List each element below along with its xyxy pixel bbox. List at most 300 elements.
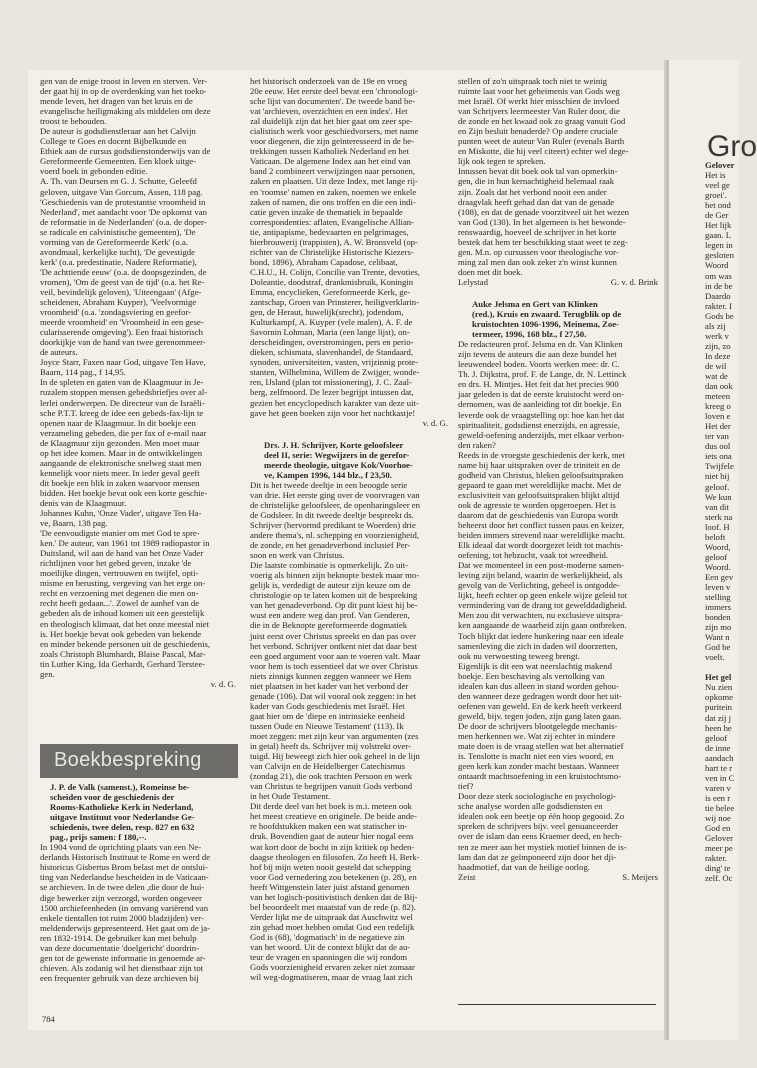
text-line: 'De eenvoudigste manier om met God te spre- [40,528,200,539]
text-line: den raken? [458,439,496,450]
next-page-text [705,160,745,883]
text-line: andere thema's, nl. schepping en voorzienigheid, [250,530,419,541]
next-page-line: loof. H [705,521,730,532]
text-line: geloven, uitgave Van Gorcum, Assen, 118 pag. [40,186,203,197]
text-line: de zonde en het kwaad ook zo graag vanuit God [458,116,626,127]
text-line: wil weg-dogmatiseren, maar de vraag laat zich [250,972,413,983]
text-line: aangaande de elektronische snelweg staat men [40,457,202,468]
review-heading [250,440,448,480]
text-line: gen, die in hun kernachtigheid helemaal raak [458,176,615,187]
text-line: leverde ook de vraagstelling op: hoe kan het dat [458,409,625,420]
text-line: Dit derde deel van het boek is m.i. meteen ook [250,801,412,812]
text-line: renswaardig, hoeveel de schrijver in het korte [458,226,617,237]
text-line: historicus Gisbertus Brom belast met de ontslui- [40,862,208,873]
text-line: van Calvijn en de Heidelberger Catechismus [250,761,405,772]
text-line: de reformatie in de Nederlanden' (o.a. de doper- [40,216,207,227]
text-line: bel beoordeelt met maatstaf van de rede (p. 82). [250,901,416,912]
text-line: gen, de Heraut, huwelijk(srecht), jodendom, [250,307,404,318]
next-page-line: in de be [705,280,733,291]
text-line: avondmaal, kerkelijke tucht), 'De gevestigde [40,246,195,257]
text-line: derscheidingen, overstromingen, pers en perio- [250,337,414,348]
text-line: In 1904 vond de oprichting plaats van een Ne- [40,842,202,853]
text-line: jaar geleden is dat de eerste kruistocht werd on- [458,389,624,400]
next-page-line: Want n [705,632,730,643]
text-line: dernomen, was de aanleiding tot dit boekje. En [458,399,622,410]
text-line: verzameling gebeden, die per fax of e-mail naar [40,427,207,438]
text-line: pag., prijs samen: f 180,--. [50,832,147,843]
text-line: in getal) heeft ds. Schrijver mij volstrekt over- [250,741,411,752]
next-page-line: Het lijk [705,220,732,231]
text-line: en minder bekende personen uit de geschiedenis, [40,638,211,649]
section-banner-label: Boekbespreking [54,749,202,771]
text-line: vroomheid' (o.a. 'zondagsviering en geefor- [40,307,192,318]
text-line: scheidenen, Abraham Kuyper), 'Veelvormige [40,297,197,308]
text-line: haadmotief, dat van de heilige oorlog. [458,861,590,872]
text-line: Ethiek aan de cursus godsdienstonderwijs van de [40,146,211,157]
text-line: ting van Nederlandse bescheiden in de Vaticaan- [40,872,209,883]
text-line: met Israël. Of werkt hier misschien de invloed [458,96,620,107]
next-page-line: hart te r [705,762,733,773]
text-line: van het logisch-positivistisch denken dat de Bij- [250,891,418,902]
next-page-line: ven in C [705,772,735,783]
next-page-line: Nu zien [705,682,733,693]
text-line: soon en werk van Christus. [250,550,345,561]
next-page-edge [668,60,757,1040]
text-line: kennelijk voor niets meer. In ieder geval geeft [40,467,200,478]
text-line: idealen ook een beetje op één hoop gegooid. Zo [458,811,625,822]
text-line: de Klaagmuur zijn gezonden. Men moet maar [40,437,200,448]
text-line: C.H.U., H. Colijn, Concilie van Trente, devoties, [250,266,420,277]
next-page-line: We kun [705,491,732,502]
text-line: tin Luther King, Ida Gerhardt, Gerhard Terstee- [40,658,206,669]
text-line: lijkt, heeft echter op geen enkele wijze geleid tot [458,590,628,601]
text-line: voerig als binnen zijn beknopte bestek maar mo- [250,570,420,581]
signature: v. d. G. [422,417,448,428]
text-line: Dit is het tweede deeltje in een beoogde serie [250,479,408,490]
next-page-line: opkome [705,692,733,703]
column-1-text [40,76,236,679]
text-line: men herkennen we. Wat zij echter in mindere [458,731,616,741]
text-line: bierbrouwerij (trappisten), A. W. Bronsveld (op- [250,236,418,247]
text-line: punten weet de auteur Van Ruler (evenals Barth [458,136,625,147]
next-page-line: rakter. [705,853,727,864]
text-line: en Miskotte, die hij veel citeert) echter wel dege- [458,146,629,157]
text-line: vromen), 'Om de geest van de tijd' (o.a. het Re- [40,276,205,287]
text-line: vat 'archieven, overzichten en een index'. Het [250,106,408,117]
text-line: die in de Beknopte gereformeerde dogmatiek [250,620,408,631]
text-line: ook de agressie te worden opgeroepen. Het is [458,499,616,510]
text-line: der gaat hij in op de overdenking van het toeko- [40,86,207,97]
text-line: stellen of zo'n uitspraak toch niet te weinig [458,76,607,86]
text-line: ten ze meer aan het mystiek motief binnen de is- [458,841,627,852]
text-line: Doleantie, doodstraf, drankmisbruik, Koningin [250,276,414,287]
text-line: sche analyse worden alle godsdiensten en [458,801,603,812]
next-page-line: ding' te [705,863,731,874]
column-end-rule [458,1004,656,1005]
text-line: Reeds in de vroegste geschiedenis der kerk, met [458,449,625,460]
text-line: leving zijn beland, waarin de werkelijkheid, als [458,570,623,581]
text-line: bestek dat hem ter beschikking staat weet te zeg- [458,236,628,247]
text-line: ken aangaande de waarheid zijn gaan ontbreken. [458,620,627,631]
text-line: gezien het encyclopedisch karakter van deze uit- [250,397,419,408]
text-line: correspondenties: aflaten, Evangelische Allian- [250,216,415,227]
text-line: Gods voorzienigheid ervaren zeker niet zomaar [250,962,415,973]
text-line: ve, Kampen 1996, 144 blz., f 23,50. [264,469,392,480]
next-page-line: zijn mo [705,622,732,633]
text-line: gaat hier om de 'diepe en intrinsieke eenheid [250,710,405,721]
signature-line [458,277,658,287]
text-line: heeft Wittgenstein later juist afstand genomen [250,881,410,892]
next-page-line: sterk na [705,511,733,522]
next-page-line: Het der [705,421,731,432]
text-line: en drs. H. Mintjes. Het feit dat het precies 900 [458,379,619,390]
text-line: op het idee komen. Maar in de ontwikkelingen [40,447,203,458]
text-line: schiedenis, twee delen, resp. 827 en 632 [50,822,195,833]
text-line: Door deze sterk sociologische en psychologi- [458,791,617,802]
next-page-line: Woord [705,260,729,271]
next-page-line: de Ger [705,210,729,221]
review-de-valk [40,782,236,992]
signature: S. Meijers [622,871,658,882]
text-line: sche lijst van documenten'. De tweede band be- [250,96,416,107]
next-page-line: dat zij j [705,712,732,723]
next-page-line: stelling [705,592,731,603]
text-line: Vaticaan. De algemene Index aan het eind van [250,156,411,167]
text-line: stanten, Wilhelmina, Willem de Zwijger, wonde- [250,367,420,378]
text-line: voor hem is toch essentieel dat we over Christus [250,660,418,671]
text-line: gevolg van de Verlichting, geheel is ontgodde- [458,580,620,591]
text-line: tie, antipapisme, bedevaarten en pelgrimages, [250,226,409,237]
text-line: genade (106). Dat wil vooral ook zeggen: in het [250,690,417,701]
text-line: Auke Jelsma en Gert van Klinken [472,298,598,309]
text-line: vorming van de Gereformeerde Kerk' (o.a. [40,236,188,247]
section-banner [40,744,238,778]
next-page-line: meteen [705,391,731,402]
text-line: ken.' De auteur, van 1961 tot 1989 radiopastor in [40,538,210,549]
text-line: kader van Gods geschiedenis met Israël. Het [250,700,405,711]
text-line: ve, Baarn, 138 pag. [40,518,108,529]
text-line: ming zal men dan ook zeker z'n winst kunnen [458,256,617,267]
text-line: berg, zelfmoord. De lezer begrijpt intussen dat, [250,387,414,398]
next-page-line: het ond [705,200,731,211]
next-page-line: zijn, zo [705,340,731,351]
text-line: evangelische heiligmaking als middelen om deze [40,106,211,117]
text-line: Savornin Lohman, Maria (een lange lijst), on- [250,327,410,338]
next-page-line: Woord, [705,541,731,552]
text-line: denis van de Klaagmuur. [40,497,127,508]
text-line: over de islam dan eens Kraemer deed, en hech- [458,831,623,842]
text-line: 20e eeuw. Het eerste deel bevat een 'chronologi- [250,86,418,97]
text-line: wust een andere weg dan prof. Van Genderen, [250,610,410,621]
text-line: de zonde, en het genadeverbond inclusief Per- [250,540,411,551]
text-line: samenleving die zich in daden wil doorzetten, [458,640,618,651]
text-line: geen kerk kan zonder macht bestaan. Wanneer [458,761,619,772]
text-line: veil, bevindelijk geloven), 'Uiteengaan' (Afge- [40,286,202,297]
text-line: Johannes Kuhn, 'Onze Vader', uitgave Ten Ha- [40,508,202,519]
text-line: enkele tientallen tot ruim 2000 bladzijden) ver- [40,912,204,923]
text-line: De door de schrijvers blootgelegde mechanis- [458,720,618,731]
text-line: gen. M.n. op cursussen voor theologische vor- [458,246,619,257]
next-page-line: Woord. [705,561,731,572]
text-line: is. Het boekje bevat ook gebeden van bekende [40,628,202,639]
text-line: ontaardt machtsoefening in een kruistochtsmo- [458,771,622,782]
text-line: cialistisch werk voor geschiedvorsers, met name [250,126,419,137]
text-line: van het genadeverbond. Op dit punt kiest hij be- [250,600,418,611]
text-line: meldenderwijs gepresenteerd. Het gaat om de ja- [40,922,211,933]
text-line: is. Tenslotte is macht niet een vies woord, en [458,751,614,762]
next-page-line: legen in [705,240,733,251]
text-line: oefenen van geweld. En de kerk heeft verkeerd [458,700,622,711]
next-page-line: de inne [705,742,731,753]
signature: G. v. d. Brink [610,276,658,287]
next-page-line: dan ook [705,381,733,392]
text-line: moet zeggen: met zijn keur van argumenten (zes [250,731,419,741]
text-line: spreken de schrijvers bijv. veel genuanceerder [458,821,619,832]
text-line: re hoofdstukken maken een wat statischer in- [250,821,408,832]
text-line: Th. J. Dijkstra, prof. F. de Lange, dr. N. Lettinck [458,369,627,380]
text-line: (108), en dat de genade voorzitveel uit het wezen [458,206,630,217]
text-line: exclusiviteit van geloofsuitspraken blijkt altijd [458,489,620,500]
text-line: se radicale en calvinistische gemeenten), 'De [40,226,196,237]
text-line: mende leven, het dragen van het kruis en de [40,96,193,107]
text-line: spiritualiteit, godsdienst enerzijds, en agressie, [458,419,620,430]
text-line: richter van de Christelijke Historische Kiezers- [250,246,414,257]
text-line: vermindering van de drang tot gewelddadigheid. [458,600,627,611]
text-line: catie geven inzake de thematiek in bepaalde [250,206,403,217]
column-3 [458,76,658,1000]
next-page-line: Het gel [705,672,732,683]
text-line: het historisch onderzoek van de 19e en vroeg [250,76,408,86]
next-page-title: Gro [707,130,757,163]
text-line: recht heeft gedaan...'. Zowel de aanhef van de [40,598,200,609]
text-line: tief? [458,781,474,792]
text-line: Kulturkampf, A. Kuyper (vele malen), A. F. de [250,317,413,328]
text-line: teur de vragen en spanningen die wij rondom [250,952,408,963]
review-heading [40,782,236,842]
text-line: Men zou dit verwachten, nu exclusieve uitspra- [458,610,623,621]
text-line: De redacteuren prof. Jelsma en dr. Van Klinken [458,339,623,350]
next-page-line: leven v [705,581,731,592]
text-line: Die laatste combinatie is opmerkelijk. Zo uit- [250,560,409,571]
text-line: van drie. Het eerste ging over de voorvragen van [250,489,420,500]
text-line: zoals Christoph Blumhardt, Blaise Pascal, Mar- [40,648,206,659]
next-page-line: rakter. I [705,300,733,311]
text-line: scheiden voor de geschiedenis der [50,792,175,803]
text-line: christologie op te laten komen uit de bespreking [250,590,418,601]
text-line: voor God vernedering zou betekenen (p. 28), en [250,871,417,882]
text-line: 'Geschiedenis van de protestantse vroomheid in [40,196,206,207]
text-line: dieken, schismata, slavenhandel, de Standaard, [250,347,414,358]
text-line: ook nu verwoesting teweeg brengt. [458,650,580,661]
next-page-line: om was [705,270,732,281]
text-line: leeuwendeel boden. Voorts werken mee: dr. C. [458,359,620,370]
text-line: geweld-oefening anderzijds, met elkaar verbon- [458,429,625,440]
text-line: (zondag 21), die ook trachten Persoon en werk [250,771,413,782]
text-line: oefening, tot hebzucht, vaak tot wreedheid. [458,550,609,561]
next-page-line: Daardo [705,290,731,301]
text-line: Nederland', met aandacht voor 'De opkomst van [40,206,207,217]
text-line: gave het geen boeken zijn voor het nachtkastje! [250,407,416,418]
next-page-line: Gelover [705,833,733,844]
text-line: kerk' (o.a. predestinatie, Nadere Reformatie), [40,256,197,267]
text-line: van Schrijvers leermeester Van Ruler door, die [458,106,620,117]
text-line: zantschap, Groen van Prinsterer, heiligverklarin- [250,297,419,308]
next-page-line: Gods be [705,310,734,321]
next-page-line: de wil [705,360,727,371]
signature-place: Lelystad [458,276,488,287]
next-page-line: gesloten [705,250,734,261]
next-page-line: bonden [705,612,731,623]
text-line: Elk ideaal dat wordt doorgezet leidt tot machts- [458,540,624,551]
next-page-line: dus ool [705,441,731,452]
next-page-line: God be [705,642,731,653]
text-line: van deze documentatie 'doelgericht' doordrin- [40,942,199,953]
text-line: druk. Bovendien gaat de auteur hier nogal eens [250,831,414,842]
next-page-line: loven e [705,411,731,422]
text-line: lam dan dat ze geïmponeerd zijn door het dji- [458,851,617,862]
text-line: Schrijver (hervormd predikant te Woerden) drie [250,520,416,531]
text-line: en 'roomse' namen en zaken, noemen we enkele [250,186,417,197]
column-1 [40,76,236,736]
text-line: zijn. Zoals dat het verbond nooit een ander [458,186,607,197]
next-page-line [705,662,745,672]
text-line: derlands Historisch Instituut te Rome en werd de [40,852,211,863]
next-page-line: Gelover [705,160,735,170]
text-line: Drs. J. H. Schrijver, Korte geloofsleer [264,439,404,450]
next-page-line: veel ge [705,180,730,191]
text-line: voerd boek in gebonden editie. [40,166,148,177]
text-line: zin gehad moet hebben omdat God een redelijk [250,921,415,932]
next-page-line: groei'. [705,190,727,201]
text-line: Baarn, 114 pag., f 14,95. [40,367,126,378]
next-page-line: aandach [705,752,734,763]
column-3-text [458,76,658,277]
text-line: College te Goes en docent Bijbelkunde en [40,136,187,147]
text-line: openen naar de Klaagmuur. In dit boekje een [40,417,196,428]
text-line: bond, 1896), Abraham Capadose, celibaat, [250,256,398,267]
text-line: moeilijke dingen, vertrouwen en twijfel, opti- [40,568,199,579]
text-line: beiden immers strevend naar wereldlijke macht. [458,530,625,541]
next-page-line: heen he [705,722,732,733]
text-line: trekkingen tussen Katholiek Nederland en het [250,146,409,157]
next-page-line: In deze [705,350,731,361]
next-page-line: gaan. L [705,230,732,241]
text-line: Rooms-Katholieke Kerk in Nederland, [50,802,194,813]
text-line: Dat we momenteel in een post-moderne samen- [458,560,624,571]
text-line: van het woord. Uit de context blijkt dat de au- [250,941,411,952]
text-line: de christelijke geloofsleer, de openbaringsleer en [250,499,420,510]
text-line: J. P. de Valk (samenst.), Romeinse be- [50,782,190,792]
text-line: bidden. Het boekje bevat ook een korte geschie- [40,487,208,498]
text-line: den wanneer deze gedragen wordt door het uit- [458,690,622,701]
next-page-line: Een gev [705,571,734,582]
next-page-line: geloof [705,732,728,743]
text-line: Emma, encyclieken, Gereformeerde Kerk, ge- [250,286,411,297]
text-line: doen met dit boek. [458,266,523,277]
next-page-line: niet bij [705,471,730,482]
text-line: name bij haar uitspraken over de triniteit en de [458,459,621,470]
text-line: ruimte laat voor het geheimenis van Gods weg [458,86,620,97]
text-line: band 2 combineert verwijzingen naar personen, [250,166,415,177]
text-line: lerlei onderwerpen. De directeur van de Israëli- [40,397,205,408]
text-line: geweld, bijv. tegen joden, zijn gang laten gaan. [458,710,622,721]
text-line: uitgave Instituut voor Nederlandse Ge- [50,812,195,823]
text-line: daagse theologen en filosofen. Zo heeft H. Berk- [250,851,420,862]
next-page-line: zelf. Oc [705,873,733,884]
review-body [250,480,448,982]
text-line: richtlijnen voor het gebed geven, inzake 'de [40,558,192,569]
text-line: synoden, universiteiten, vasten, vrijzinnig prote- [250,357,419,368]
review-body [458,339,658,871]
next-page-line: geloof [705,551,728,562]
text-line: dige bewerker zijn verzorgd, worden ongeveer [40,892,202,903]
column-2 [250,76,448,1006]
text-line: zaken of namen, die ons troffen en die een indi- [250,196,416,207]
text-line: misme en berusting, vergeving van het erge on- [40,578,206,589]
text-line: juist eerst over Christus spreekt en dan pas over [250,630,416,641]
text-line: (red.), Kruis en zwaard. Terugblik op de [472,309,622,320]
next-page-line: van dit [705,501,729,512]
text-line: van Christus te begrijpen vanuit Gods verbond [250,781,413,792]
text-line: de auteurs. [40,347,78,358]
text-line: godheid van Christus, bleken geloofsuitspraken [458,469,624,480]
text-line: ren 1832-1914. De gebruiker kan met behulp [40,932,197,943]
next-page-line: wat de [705,370,728,381]
text-line: zijn tevens de auteurs die aan deze bundel het [458,349,617,360]
text-line: niets zinnigs kunnen zeggen wanneer we Hem [250,670,412,681]
page-number: 784 [42,1014,55,1024]
text-line: God is (68), 'dogmatisch' in de negatieve zin [250,931,405,942]
text-line: een frequenter gebruik van deze archieven bij [40,972,199,983]
text-line: meerde theologie, uitgave Kok/Voorhoe- [264,459,413,470]
text-line: sche P.T.T. kreeg de idee een gebeds-fax-lijn te [40,407,204,418]
next-page-line: kreeg o [705,401,731,412]
text-line: mate doen is de vraag stellen wat het alternatief [458,741,624,752]
next-page-line: puritein [705,702,733,713]
text-line: A. Th. van Deursen en G. J. Schutte, Geleefd [40,176,197,187]
text-line: gen tot de gewenste informatie in genoemde ar- [40,952,206,963]
next-page-line: is een r [705,792,731,803]
text-line: recht en verzoening met degenen die men on- [40,588,199,599]
text-line: 'De achttiende eeuw' (o.a. de doopsgezinden, de [40,266,207,277]
next-page-line: beloft [705,531,726,542]
text-line: se archieven. In de twee delen ,die door de hui- [40,882,205,893]
text-line: troost te behouden. [40,116,107,127]
text-line: chieven. Als zodanig wil het dienstbaar zijn tot [40,962,204,973]
text-line: deel II, serie: Wegwijzers in de gerefor- [264,449,410,460]
next-page-line: als zij [705,320,726,331]
next-page-line: meer pe [705,843,733,854]
text-line: 1500 archiefeenheden (in omvang variërend van [40,902,209,913]
text-line: van God (130). In het algemeen is het bewonde- [458,216,626,227]
review-body [40,842,236,983]
review-heading [458,299,658,339]
text-line: hof bij mijn weten nooit gesteld dat schepping [250,861,411,872]
next-page-line: iets ona [705,451,732,462]
text-line: zaken en plaatsen. Uit deze Index, met lange rij- [250,176,418,187]
text-line: Joyce Starr, Faxen naar God, uitgave Ten Have, [40,357,206,368]
text-line: tussen Oude en Nieuwe Testament' (113). Ik [250,720,404,731]
text-line: idealen kan dus alleen in stand worden gehou- [458,680,619,691]
text-line: het verbond. Schrijver ontkent niet dat daar best [250,640,417,651]
text-line: ruzalem stoppen mensen gebedsbriefjes over al- [40,387,208,398]
next-page-line: tie belee [705,802,735,813]
text-line: voor diegenen, die zijn geïnteresseerd in de be- [250,136,415,147]
text-line: niet plaatsen in het kader van het verbond der [250,680,409,691]
text-line: cularisserende omgeving'). Een fraai historisch [40,327,203,338]
signature-line [458,872,658,882]
next-page-line: immers [705,602,732,613]
